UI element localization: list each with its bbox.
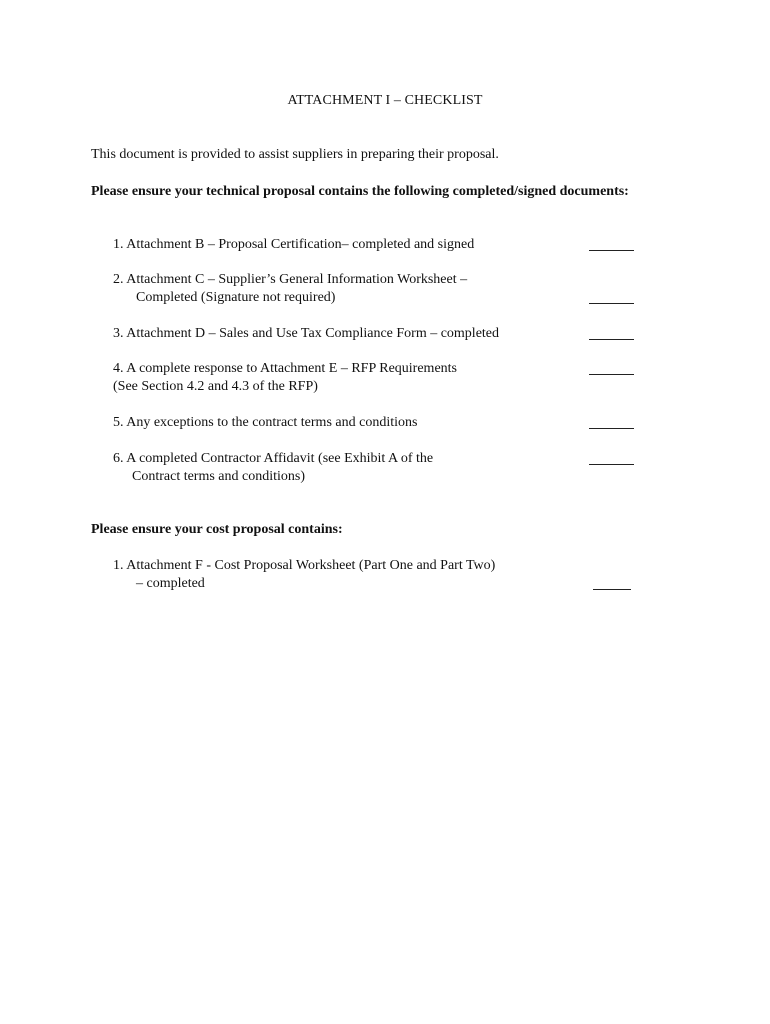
checklist-item-text: 5. Any exceptions to the contract terms and conditions — [113, 415, 418, 430]
checkbox-blank-line[interactable] — [589, 339, 634, 340]
checklist-item — [113, 360, 457, 396]
checklist-item — [113, 557, 495, 593]
checklist-item-continuation: – completed — [136, 576, 205, 591]
checkbox-blank-line[interactable] — [593, 589, 631, 590]
checkbox-blank-line[interactable] — [589, 464, 634, 465]
technical-proposal-heading: Please ensure your technical proposal contains the following completed/signed documents: — [91, 184, 629, 199]
page-title: ATTACHMENT I – CHECKLIST — [287, 93, 483, 108]
checkbox-blank-line[interactable] — [589, 250, 634, 251]
checklist-item-text: 4. A complete response to Attachment E – RFP Requirements — [113, 361, 457, 376]
checklist-item-text: 6. A completed Contractor Affidavit (see Exhibit A of the — [113, 451, 434, 466]
checklist-item — [113, 450, 433, 486]
checkbox-blank-line[interactable] — [589, 374, 634, 375]
checklist-item-text: 2. Attachment C – Supplier’s General Information Worksheet – — [113, 272, 468, 287]
checklist-item-continuation: Completed (Signature not required) — [136, 290, 336, 305]
checklist-item-continuation: (See Section 4.2 and 4.3 of the RFP) — [113, 379, 318, 394]
checklist-item — [113, 325, 499, 343]
checklist-item-text: 1. Attachment F - Cost Proposal Worksheet (Part One and Part Two) — [113, 558, 496, 573]
checklist-item-text: 3. Attachment D – Sales and Use Tax Compliance Form – completed — [113, 326, 500, 341]
checklist-item-continuation: Contract terms and conditions) — [132, 469, 306, 484]
checklist-item-text: 1. Attachment B – Proposal Certification– completed and signed — [113, 237, 475, 252]
checklist-item — [113, 236, 474, 254]
checklist-item — [113, 414, 417, 432]
checkbox-blank-line[interactable] — [589, 428, 634, 429]
checkbox-blank-line[interactable] — [589, 303, 634, 304]
intro-paragraph: This document is provided to assist suppliers in preparing their proposal. — [91, 147, 499, 162]
cost-proposal-heading: Please ensure your cost proposal contains: — [91, 522, 343, 537]
checklist-item — [113, 271, 467, 307]
